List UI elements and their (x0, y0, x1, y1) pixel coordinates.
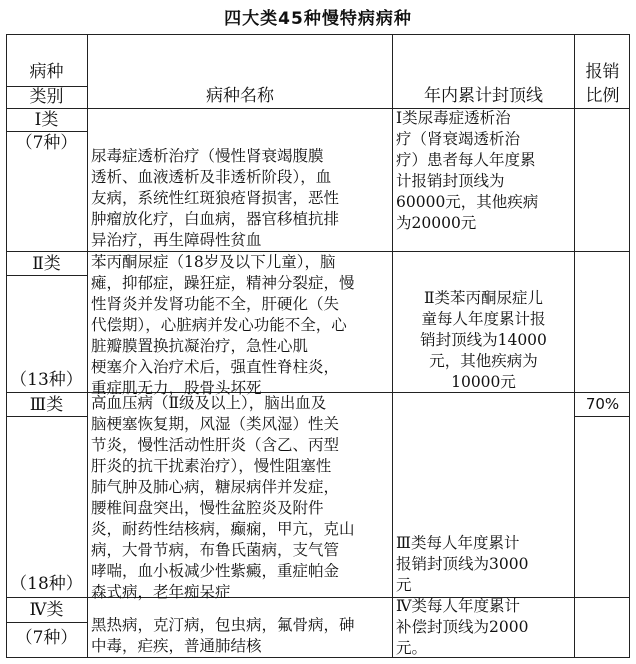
row3-cap-line: 元 (396, 576, 412, 594)
row1-category: Ⅰ类 (34, 110, 59, 130)
row3-disease-line: 腰椎间盘突出，慢性盆腔炎及附件 (91, 499, 324, 517)
row1-cap-line: 60000元，其他疾病 (396, 193, 539, 211)
row2-disease-line: 性肾炎并发肾功能不全，肝硬化（失 (91, 295, 340, 313)
row2-disease-line: 重症肌无力，股骨头坏死 (91, 379, 262, 397)
row1-disease-line: 异治疗，再生障碍性贫血 (91, 231, 262, 249)
header-category-line1: 病种 (29, 62, 64, 82)
header-cap: 年内累计封顶线 (424, 86, 543, 106)
row2-diseases (91, 252, 391, 399)
row2-cap-line: 销封顶线为14000 (420, 331, 547, 349)
header-category-line2: 类别 (29, 87, 64, 107)
row1-cap-line: 计报销封顶线为 (396, 172, 505, 190)
row2-category: Ⅱ类 (32, 254, 61, 274)
row1-disease-line: 尿毒症透析治疗（慢性肾衰竭腹膜 (91, 147, 324, 165)
row3-cap-line: 报销封顶线为3000 (396, 555, 529, 573)
row1-cap-line: 疗（肾衰竭透析治 (396, 130, 521, 148)
row1-disease-line: 透析、血液透析及非透析阶段），血 (91, 168, 332, 186)
row1-disease-line: 肿瘤放化疗，白血病，器官移植抗排 (91, 210, 340, 228)
row3-disease-line: 节炎，慢性活动性肝炎（含乙、丙型 (91, 436, 340, 454)
row2-disease-line: 代偿期），心脏病并发心功能不全，心 (91, 316, 347, 334)
row2-cap (393, 288, 574, 393)
header-category-2 (6, 85, 87, 109)
row2-count: （13种） (10, 370, 83, 390)
row4-count: （7种） (15, 628, 78, 648)
row3-diseases (91, 393, 391, 603)
row4-cap-line: 补偿封顶线为2000 (396, 618, 529, 636)
row3-disease-line: 高血压病（Ⅱ级及以上），脑出血及 (91, 394, 327, 412)
row4-category: Ⅳ类 (29, 600, 64, 620)
row2-disease-line: 梗塞介入治疗术后，强直性脊柱炎， (91, 358, 340, 376)
row3-disease-line: 脑梗塞恢复期，风湿（类风湿）性关 (91, 415, 340, 433)
row3-cap-line: Ⅲ类每人年度累计 (396, 534, 520, 552)
header-ratio-line2: 比例 (585, 86, 620, 106)
row3-disease-line: 肝炎的抗干扰素治疗），慢性阻塞性 (91, 457, 332, 475)
row2-disease-line: 瘫，抑郁症，躁狂症，精神分裂症，慢 (91, 274, 355, 292)
row3-disease-line: 哮喘，血小板减少性紫癜，重症帕金 (91, 562, 340, 580)
row1-cap (396, 108, 574, 234)
row4-cap-line: 元。 (396, 639, 428, 657)
header-ratio-line1: 报销 (585, 62, 620, 82)
row1-cap-line: Ⅰ类尿毒症透析治 (396, 109, 511, 127)
header-name: 病种名称 (206, 86, 274, 106)
row2-disease-line: 脏瓣膜置换抗凝治疗，急性心肌 (91, 337, 309, 355)
row3-ratio: 70% (585, 395, 620, 413)
row3-category: Ⅲ类 (29, 395, 64, 415)
row3-count: （18种） (10, 574, 83, 594)
row3-disease-line: 病，大骨节病，布鲁氏菌病，支气管 (91, 541, 340, 559)
row2-cap-line: 童每人年度累计报 (421, 310, 546, 328)
row1-count: （7种） (15, 133, 78, 153)
row1-disease-line: 友病，系统性红斑狼疮肾损害，恶性 (91, 189, 340, 207)
header-ratio (575, 60, 630, 108)
row4-cap-line: Ⅳ类每人年度累计 (396, 597, 520, 615)
row1-cap-line: 疗）患者每人年度累 (396, 151, 536, 169)
row4-diseases (91, 615, 391, 657)
divider-row4-sub (6, 622, 87, 623)
row1-cap-line: 为20000元 (396, 214, 477, 232)
row3-cap (396, 533, 574, 596)
row4-disease-line: 中毒，疟疾，普通肺结核 (91, 637, 262, 655)
row4-disease-line: 黑热病，克汀病，包虫病，氟骨病，砷 (91, 616, 355, 634)
row2-cap-line: Ⅱ类苯丙酮尿症儿 (423, 289, 544, 307)
row3-disease-line: 森式病，老年痴呆症 (91, 583, 231, 601)
row1-diseases (91, 146, 391, 251)
page-title: 四大类45种慢特病病种 (224, 9, 412, 29)
header-category (6, 60, 87, 84)
divider-col-1 (87, 34, 88, 658)
row2-cap-line: 10000元 (451, 373, 516, 391)
row2-disease-line: 苯丙酮尿症（18岁及以下儿童），脑 (91, 253, 336, 271)
row2-cap-line: 元，其他疾病为 (429, 352, 538, 370)
divider-col-3 (574, 34, 575, 658)
row3-disease-line: 肺气肿及肺心病，糖尿病伴并发症， (91, 478, 340, 496)
row4-cap (396, 596, 574, 659)
divider-row3-ratio (574, 416, 630, 417)
row3-disease-line: 炎，耐药性结核病，癫痫，甲亢，克山 (91, 520, 355, 538)
